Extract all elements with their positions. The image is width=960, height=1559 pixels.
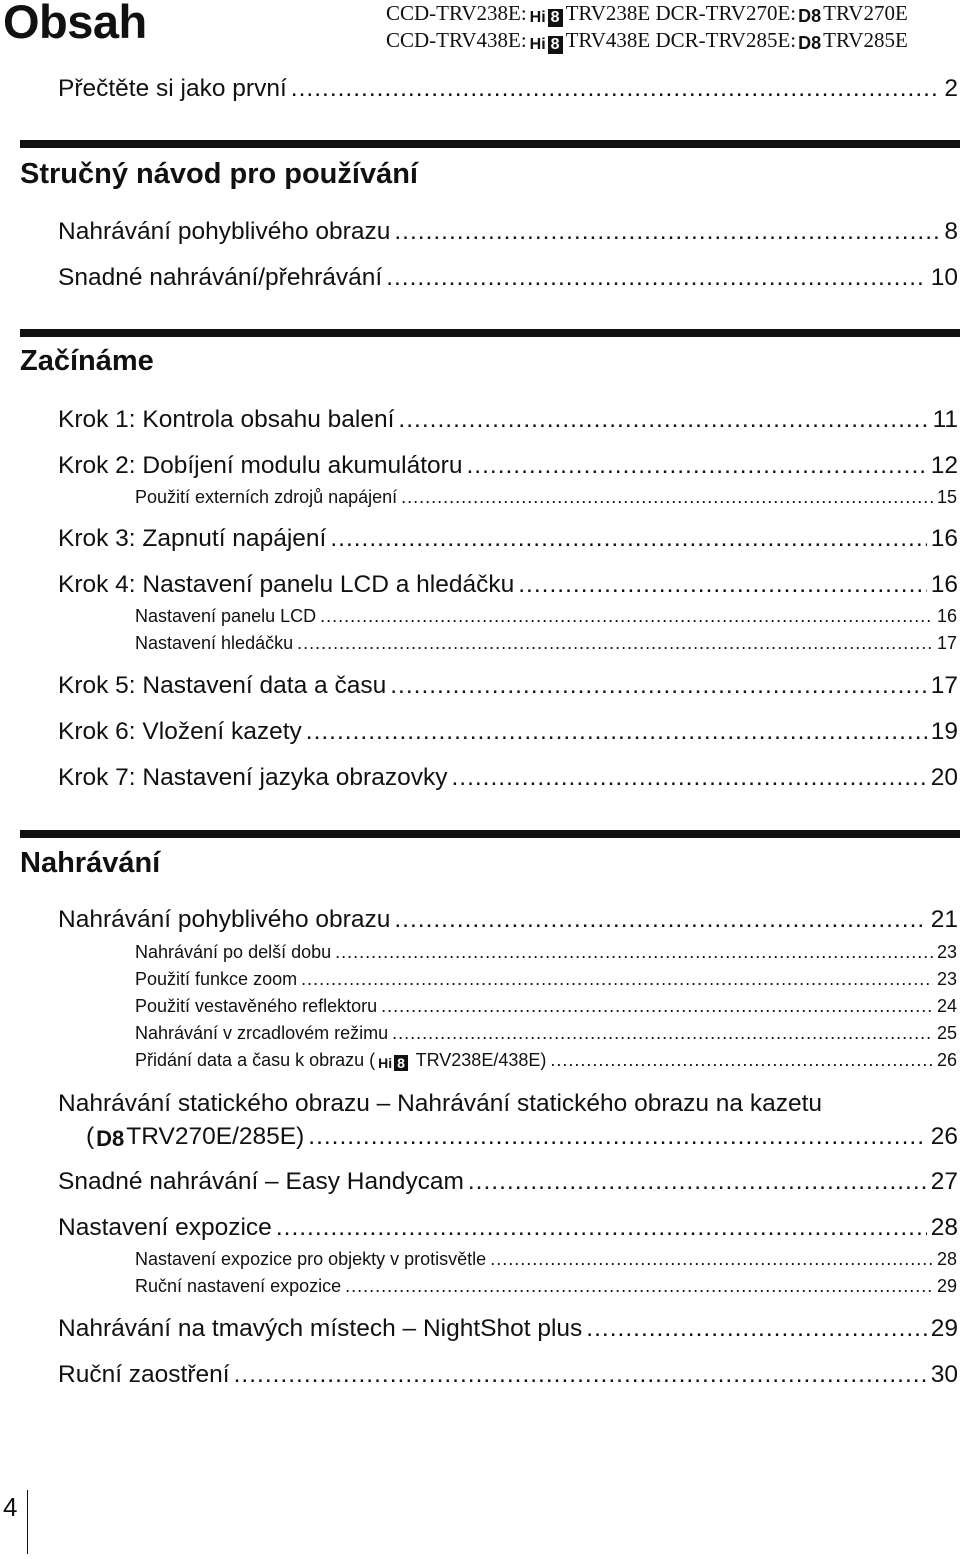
- toc-subentry[interactable]: [135, 1275, 957, 1297]
- toc-entry[interactable]: [58, 1360, 958, 1390]
- toc-entry-label: Nahrávání pohyblivého obrazu: [58, 218, 391, 245]
- dot-leader: [451, 763, 926, 793]
- model-label: TRV238E DCR-TRV270E:: [565, 1, 797, 25]
- section-heading: Stručný návod pro používání: [20, 158, 418, 190]
- toc-entry-page: 21: [930, 906, 958, 933]
- page-number: 4: [3, 1492, 18, 1522]
- toc-subentry[interactable]: [135, 968, 957, 990]
- toc-entry-label: Krok 2: Dobíjení modulu akumulátoru: [58, 452, 463, 479]
- section-divider: [20, 329, 960, 337]
- toc-subentry[interactable]: [135, 486, 957, 508]
- toc-entry-page: 26: [936, 1050, 957, 1070]
- hi8-logo-icon: Hi 8: [530, 9, 563, 27]
- toc-entry-page: 27: [930, 1168, 958, 1195]
- toc-entry-page: 12: [930, 452, 958, 479]
- toc-entry-label: TRV238E/438E): [410, 1050, 547, 1070]
- dot-leader: [398, 405, 928, 435]
- toc-entry[interactable]: [58, 405, 958, 435]
- toc-entry[interactable]: [58, 1089, 958, 1152]
- toc-entry-page: 28: [936, 1249, 957, 1269]
- model-list: [386, 0, 908, 54]
- toc-entry-page: 24: [936, 996, 957, 1016]
- toc-entry-page: 25: [936, 1023, 957, 1043]
- toc-entry-page: 20: [930, 764, 958, 791]
- section-divider: [20, 140, 960, 148]
- toc-entry[interactable]: [58, 524, 958, 554]
- digital8-logo-icon: D8: [798, 33, 822, 53]
- toc-entry[interactable]: [58, 263, 958, 293]
- toc-entry[interactable]: [58, 1314, 958, 1344]
- digital8-logo-icon: D8: [798, 6, 822, 26]
- toc-subentry[interactable]: [135, 1049, 957, 1071]
- toc-entry-page: 11: [932, 406, 958, 433]
- dot-leader: [466, 451, 926, 481]
- toc-entry-label: Přečtěte si jako první: [58, 75, 287, 102]
- toc-entry[interactable]: [58, 451, 958, 481]
- toc-entry-label: Nahrávání na tmavých místech – NightShot plus: [58, 1315, 583, 1342]
- toc-entry-page: 16: [936, 606, 957, 626]
- toc-entry-label: Ruční zaostření: [58, 1361, 230, 1388]
- dot-leader: [468, 1167, 927, 1197]
- toc-entry-label: TRV270E/285E): [126, 1123, 305, 1150]
- toc-entry-label: Použití externích zdrojů napájení: [135, 487, 398, 507]
- toc-entry[interactable]: [58, 1167, 958, 1197]
- toc-subentry[interactable]: [135, 605, 957, 627]
- dot-leader: [490, 1248, 933, 1270]
- model-label: TRV270E: [823, 1, 908, 25]
- toc-entry-label: Krok 7: Nastavení jazyka obrazovky: [58, 764, 448, 791]
- dot-leader: [394, 217, 940, 247]
- toc-entry-label: Krok 5: Nastavení data a času: [58, 672, 387, 699]
- dot-leader: [301, 968, 933, 990]
- toc-entry-label: Ruční nastavení expozice: [135, 1276, 342, 1296]
- hi8-logo-icon: Hi 8: [378, 1055, 408, 1071]
- toc-subentry[interactable]: [135, 941, 957, 963]
- toc-entry[interactable]: [58, 217, 958, 247]
- dot-leader: [550, 1049, 933, 1071]
- toc-entry-page: 28: [930, 1214, 958, 1241]
- toc-entry-page: 29: [936, 1276, 957, 1296]
- dot-leader: [297, 632, 933, 654]
- dot-leader: [392, 1022, 933, 1044]
- toc-entry-page: 23: [936, 942, 957, 962]
- model-label: TRV285E: [823, 28, 908, 52]
- dot-leader: [291, 74, 941, 104]
- model-row-2: [386, 27, 908, 54]
- toc-entry-label: Přidání data a času k obrazu (: [135, 1050, 376, 1070]
- page-title: Obsah: [3, 0, 147, 48]
- toc-entry-page: 16: [930, 525, 958, 552]
- dot-leader: [394, 905, 926, 935]
- toc-entry-label: Krok 6: Vložení kazety: [58, 718, 302, 745]
- dot-leader: [345, 1275, 933, 1297]
- toc-entry-label: Krok 4: Nastavení panelu LCD a hledáčku: [58, 571, 515, 598]
- toc-entry-label: Krok 1: Kontrola obsahu balení: [58, 406, 395, 433]
- toc-entry-label: Nahrávání v zrcadlovém režimu: [135, 1023, 389, 1043]
- toc-entry-label: Snadné nahrávání – Easy Handycam: [58, 1168, 464, 1195]
- toc-entry[interactable]: [58, 905, 958, 935]
- toc-entry-label: (: [86, 1123, 95, 1150]
- toc-entry-page: 23: [936, 969, 957, 989]
- digital8-logo-icon: D8: [96, 1126, 125, 1151]
- toc-entry-label: Nahrávání po delší dobu: [135, 942, 332, 962]
- toc-entry-page: 30: [930, 1361, 958, 1388]
- toc-entry-page: 17: [936, 633, 957, 653]
- page-gutter-line: [27, 1490, 28, 1554]
- section-heading: Začínáme: [20, 345, 154, 377]
- toc-entry-label: Nahrávání pohyblivého obrazu: [58, 906, 391, 933]
- toc-entry[interactable]: [58, 570, 958, 600]
- toc-subentry[interactable]: [135, 632, 957, 654]
- toc-subentry[interactable]: [135, 1248, 957, 1270]
- toc-entry[interactable]: [58, 763, 958, 793]
- toc-entry[interactable]: [58, 1213, 958, 1243]
- toc-entry-page: 2: [944, 75, 958, 102]
- toc-entry-page: 17: [930, 672, 958, 699]
- dot-leader: [234, 1360, 927, 1390]
- toc-entry-label: Krok 3: Zapnutí napájení: [58, 525, 327, 552]
- toc-entry-page: 19: [930, 718, 958, 745]
- toc-entry-label: Nastavení hledáčku: [135, 633, 294, 653]
- dot-leader: [518, 570, 926, 600]
- dot-leader: [306, 717, 927, 747]
- toc-subentry[interactable]: [135, 995, 957, 1017]
- toc-entry-label: Použití vestavěného reflektoru: [135, 996, 378, 1016]
- toc-entry-label: Nastavení expozice pro objekty v protisvětle: [135, 1249, 487, 1269]
- model-label: CCD-TRV438E:: [386, 28, 527, 52]
- toc-entry-label: Snadné nahrávání/přehrávání: [58, 264, 383, 291]
- toc-entry-read-first[interactable]: [58, 74, 958, 104]
- section-divider: [20, 830, 960, 838]
- toc-entry-page: 16: [930, 571, 958, 598]
- toc-entry[interactable]: [58, 717, 958, 747]
- toc-entry-page: 26: [930, 1123, 958, 1150]
- dot-leader: [586, 1314, 926, 1344]
- toc-entry-label: Nastavení panelu LCD: [135, 606, 317, 626]
- dot-leader: [276, 1213, 927, 1243]
- hi8-logo-icon: Hi 8: [530, 36, 563, 54]
- toc-entry-label: Nastavení expozice: [58, 1214, 272, 1241]
- toc-entry-page: 29: [930, 1315, 958, 1342]
- toc-entry-page: 15: [936, 487, 957, 507]
- dot-leader: [381, 995, 933, 1017]
- toc-entry-page: 10: [930, 264, 958, 291]
- section-heading: Nahrávání: [20, 847, 161, 879]
- model-row-1: [386, 0, 908, 27]
- model-label: CCD-TRV238E:: [386, 1, 527, 25]
- dot-leader: [335, 941, 933, 963]
- dot-leader: [386, 263, 927, 293]
- toc-entry-page: 8: [944, 218, 958, 245]
- toc-subentry[interactable]: [135, 1022, 957, 1044]
- toc-entry-label: Použití funkce zoom: [135, 969, 298, 989]
- toc-entry[interactable]: [58, 671, 958, 701]
- dot-leader: [308, 1122, 926, 1152]
- dot-leader: [330, 524, 926, 554]
- dot-leader: [320, 605, 933, 627]
- dot-leader: [390, 671, 927, 701]
- toc-entry-label: Nahrávání statického obrazu – Nahrávání statického obrazu na kazetu: [58, 1090, 823, 1117]
- model-label: TRV438E DCR-TRV285E:: [565, 28, 797, 52]
- dot-leader: [401, 486, 933, 508]
